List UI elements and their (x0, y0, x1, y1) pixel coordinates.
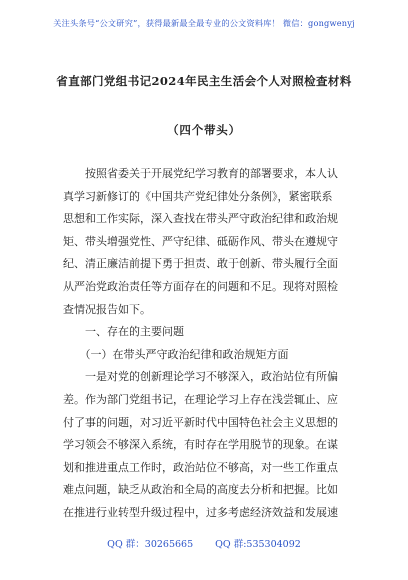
body-line: 差。作为部门党组书记，在理论学习上存在浅尝辄止、应 (63, 392, 338, 406)
footer-qq-group-2: QQ 群:535304092 (215, 539, 301, 550)
section-heading: 一、存在的主要问题 (63, 325, 184, 339)
body-line: 从严治党政治责任等方面存在的问题和不足。现将对照检 (63, 279, 338, 293)
body-line: 划和推进重点工作时，政治站位不够高，对一些工作重点 (63, 460, 338, 474)
footer (0, 536, 408, 550)
document-subtitle: （四个带头） (167, 123, 241, 137)
body-line: 真学习新修订的《中国共产党纪律处分条例》，紧密联系 (63, 189, 333, 203)
body-line: 查情况报告如下。 (63, 302, 151, 316)
document-body (63, 163, 365, 525)
document-title: 省直部门党组书记2024年民主生活会个人对照检查材料 (56, 74, 352, 88)
body-line: 矩、带头增强党性、严守纪律、砥砺作风、带头在遵规守 (63, 234, 338, 248)
body-line: 思想和工作实际，深入查找在带头严守政治纪律和政治规 (63, 212, 338, 226)
body-line: 付了事的问题，对习近平新时代中国特色社会主义思想的 (63, 415, 338, 429)
header-banner: 关注头条号“公文研究”，获得最新最全最专业的公文资料库！ 微信：gongwenyj (53, 18, 355, 28)
body-line: 纪、清正廉洁前提下勇于担责、敢于创新、带头履行全面 (63, 257, 338, 271)
body-line: 学习领会不够深入系统，有时存在学用脱节的现象。在谋 (63, 438, 338, 452)
subsection-heading: （一）在带头严守政治纪律和政治规矩方面 (63, 347, 289, 361)
body-line: 按照省委关于开展党纪学习教育的部署要求，本人认 (63, 167, 338, 180)
body-line: 难点问题，缺乏从政治和全局的高度去分析和把握。比如 (63, 483, 338, 497)
footer-qq-group-1: QQ 群：30265665 (107, 539, 194, 550)
body-line: 一是对党的创新理论学习不够深入，政治站位有所偏 (63, 370, 338, 384)
body-line: 在推进行业转型升级过程中，过多考虑经济效益和发展速 (63, 505, 338, 519)
